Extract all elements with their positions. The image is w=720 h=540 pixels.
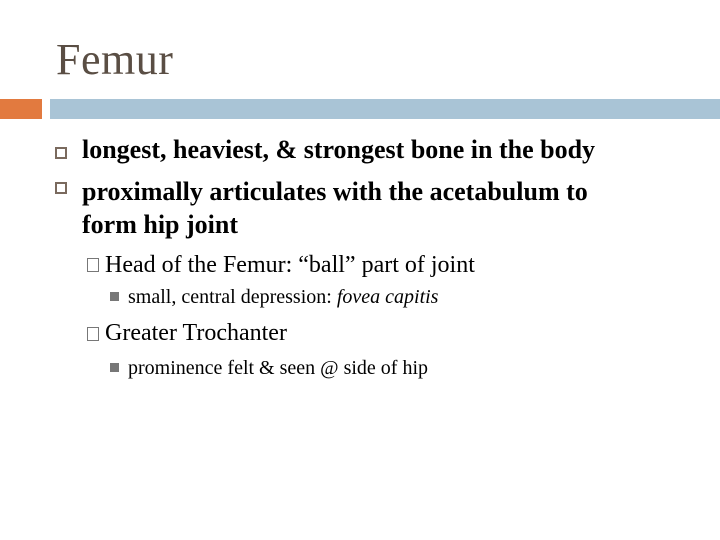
checkbox-bullet-icon — [87, 327, 99, 341]
sub-sub-bullet-1 — [128, 284, 438, 310]
bullet-1-text: longest, heaviest, & strongest bone in the body — [82, 135, 596, 164]
sub-bullet-1-text: Head of the Femur: “ball” part of joint — [105, 252, 475, 278]
checkbox-bullet-icon — [87, 258, 99, 272]
accent-bar-orange — [0, 99, 42, 119]
sub-sub-bullet-1-prefix: small, central depression: — [128, 286, 337, 308]
sub-sub-bullet-1-italic: fovea capitis — [336, 286, 439, 308]
sub-bullet-2-text: Greater Trochanter — [105, 320, 287, 346]
hollow-square-bullet-icon — [55, 182, 67, 194]
sub-sub-bullet-2-text: prominence felt & seen @ side of hip — [128, 357, 428, 379]
slide-title: Femur — [56, 35, 174, 84]
filled-square-bullet-icon — [110, 292, 119, 301]
hollow-square-bullet-icon — [55, 147, 67, 159]
accent-bar-blue — [50, 99, 720, 119]
filled-square-bullet-icon — [110, 363, 119, 372]
bullet-2-line1: proximally articulates with the acetabulum to — [82, 177, 588, 206]
bullet-2-line2: form hip joint — [82, 210, 238, 239]
